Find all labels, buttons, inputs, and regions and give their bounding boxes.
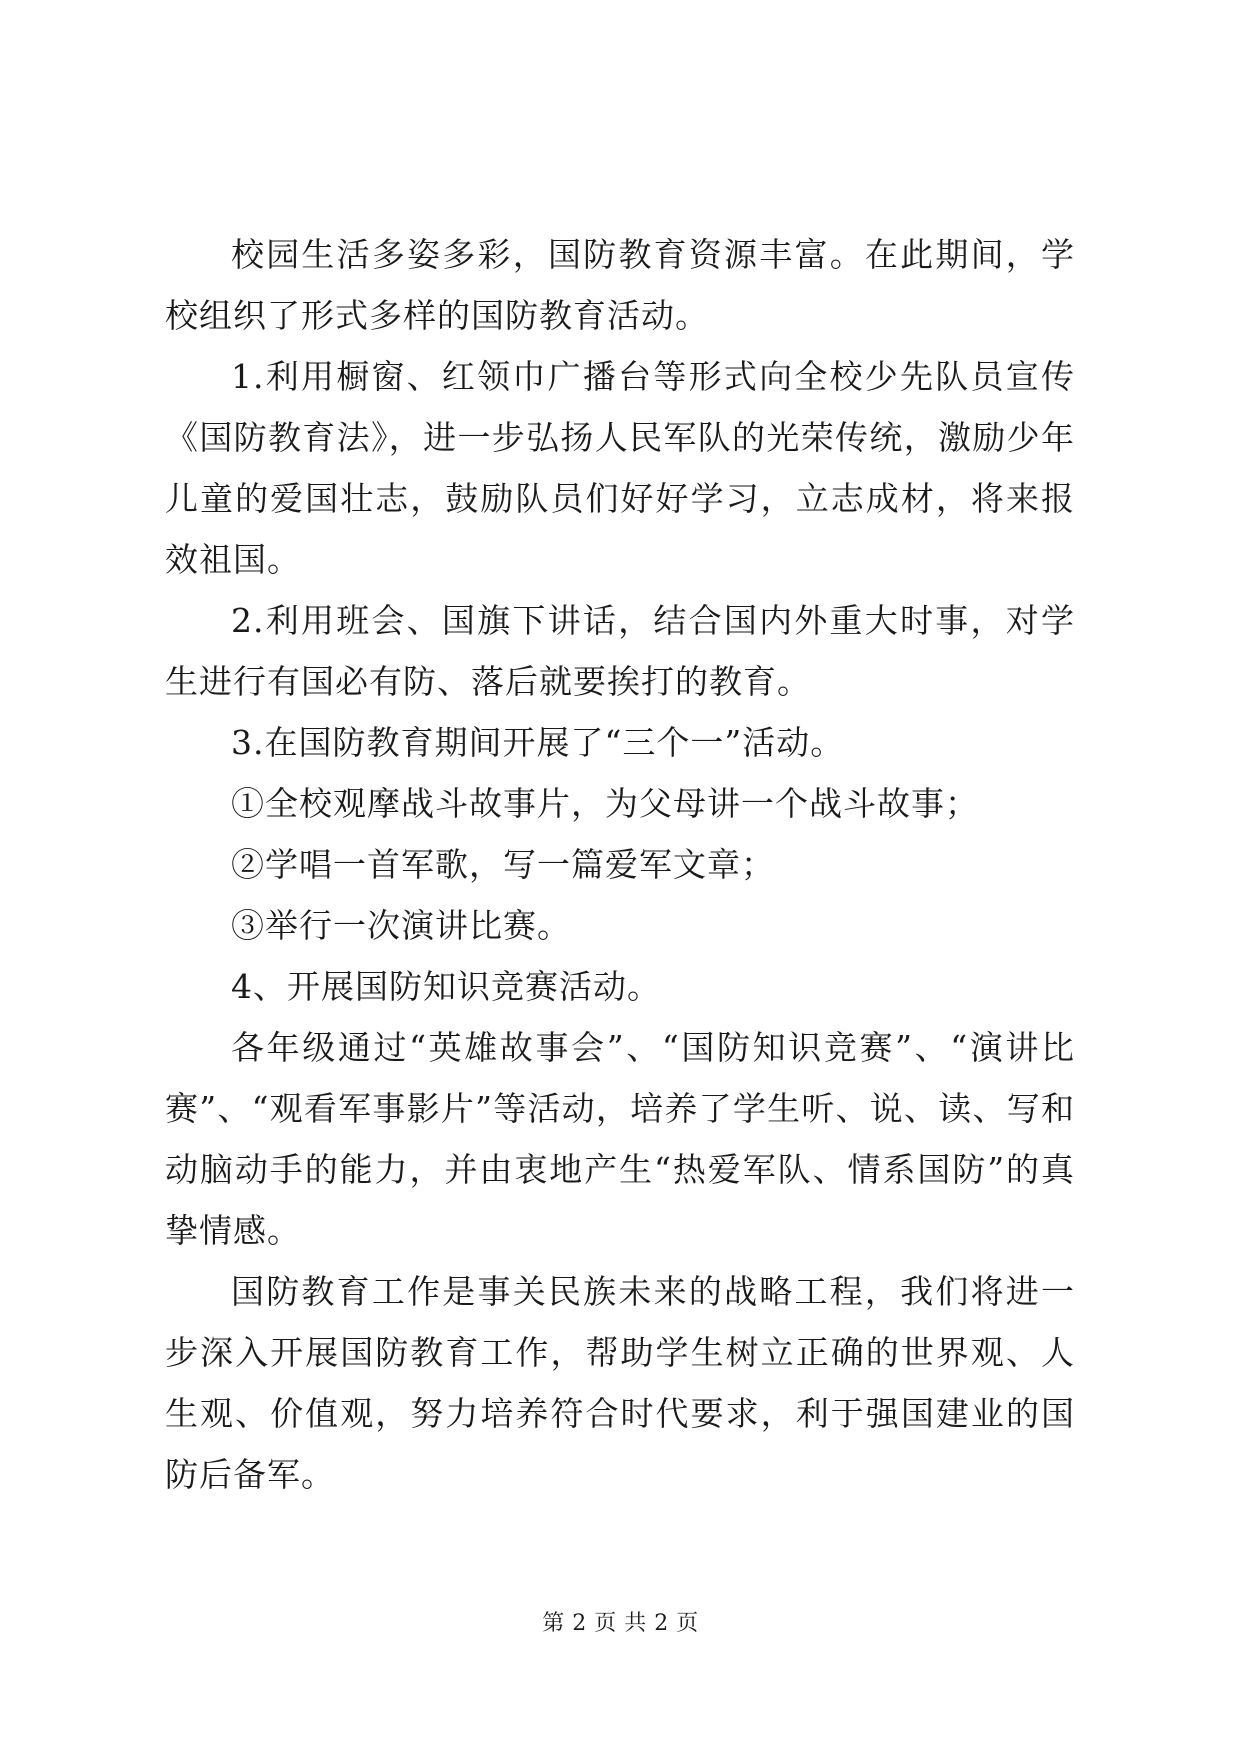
paragraph-subitem-2: ②学唱一首军歌，写一篇爱军文章； [231, 845, 775, 884]
paragraph-subitem-1: ①全校观摩战斗故事片，为父母讲一个战斗故事； [231, 784, 979, 823]
document-body [165, 224, 1075, 1505]
page-footer: 第 2 页 共 2 页 [542, 1611, 699, 1636]
paragraph-item-3: 3.在国防教育期间开展了“三个一”活动。 [231, 723, 845, 762]
paragraph-item-1: 1.利用橱窗、红领巾广播台等形式向全校少先队员宣传《国防教育法》，进一步弘扬人民军队的光荣传统，激励少年儿童的爱国壮志，鼓励队员们好好学习，立志成材，将来报效祖国。 [165, 357, 1075, 579]
paragraph-item-4: 4、开展国防知识竞赛活动。 [231, 967, 661, 1006]
paragraph-item-2: 2.利用班会、国旗下讲话，结合国内外重大时事，对学生进行有国必有防、落后就要挨打的教育。 [165, 601, 1075, 701]
paragraph-conclusion: 国防教育工作是事关民族未来的战略工程，我们将进一步深入开展国防教育工作，帮助学生树立正确的世界观、人生观、价值观，努力培养符合时代要求，利于强国建业的国防后备军。 [165, 1272, 1075, 1494]
paragraph-subitem-3: ③举行一次演讲比赛。 [231, 906, 571, 945]
paragraph-intro: 校园生活多姿多彩，国防教育资源丰富。在此期间，学校组织了形式多样的国防教育活动。 [165, 235, 1075, 335]
paragraph-activities: 各年级通过“英雄故事会”、“国防知识竞赛”、“演讲比赛”、“观看军事影片”等活动，培养了学生听、说、读、写和动脑动手的能力，并由衷地产生“热爱军队、情系国防”的真挚情感。 [165, 1028, 1075, 1250]
